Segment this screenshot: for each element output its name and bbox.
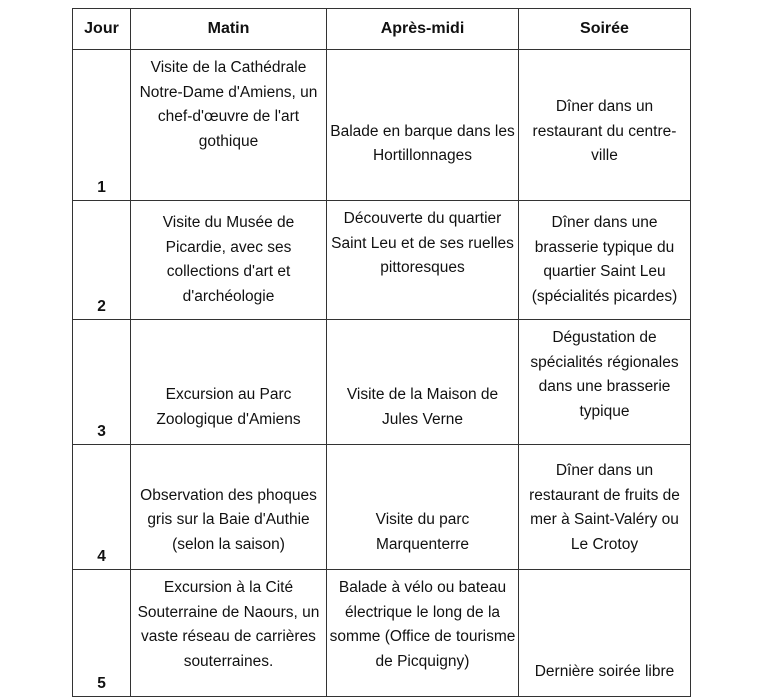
- table-row: [73, 570, 691, 697]
- evening-cell: Dîner dans une brasserie typique du quartier Saint Leu (spécialités picardes): [519, 201, 691, 320]
- day-number: 2: [73, 201, 131, 320]
- afternoon-cell: Visite de la Maison de Jules Verne: [327, 320, 519, 445]
- header-matin: Matin: [131, 9, 327, 50]
- header-apres-midi: Après-midi: [327, 9, 519, 50]
- afternoon-cell: Découverte du quartier Saint Leu et de ses ruelles pittoresques: [327, 201, 519, 320]
- day-number: 4: [73, 445, 131, 570]
- header-row: [73, 9, 691, 50]
- header-soiree: Soirée: [519, 9, 691, 50]
- afternoon-cell: Balade à vélo ou bateau électrique le long de la somme (Office de tourisme de Picquigny): [327, 570, 519, 697]
- day-number: 1: [73, 50, 131, 201]
- table-row: [73, 445, 691, 570]
- itinerary-table: [72, 8, 691, 697]
- afternoon-cell: Visite du parc Marquenterre: [327, 445, 519, 570]
- table-row: [73, 201, 691, 320]
- evening-cell: Dégustation de spécialités régionales dans une brasserie typique: [519, 320, 691, 445]
- morning-cell: Observation des phoques gris sur la Baie d'Authie (selon la saison): [131, 445, 327, 570]
- header-jour: Jour: [73, 9, 131, 50]
- evening-cell: Dîner dans un restaurant du centre-ville: [519, 50, 691, 201]
- day-number: 3: [73, 320, 131, 445]
- day-number: 5: [73, 570, 131, 697]
- morning-cell: Visite du Musée de Picardie, avec ses collections d'art et d'archéologie: [131, 201, 327, 320]
- evening-cell: Dîner dans un restaurant de fruits de mer à Saint-Valéry ou Le Crotoy: [519, 445, 691, 570]
- table-row: [73, 50, 691, 201]
- table-row: [73, 320, 691, 445]
- morning-cell: Excursion au Parc Zoologique d'Amiens: [131, 320, 327, 445]
- morning-cell: Excursion à la Cité Souterraine de Naours, un vaste réseau de carrières souterraines.: [131, 570, 327, 697]
- evening-cell: Dernière soirée libre: [519, 570, 691, 697]
- afternoon-cell: Balade en barque dans les Hortillonnages: [327, 50, 519, 201]
- morning-cell: Visite de la Cathédrale Notre-Dame d'Amiens, un chef-d'œuvre de l'art gothique: [131, 50, 327, 201]
